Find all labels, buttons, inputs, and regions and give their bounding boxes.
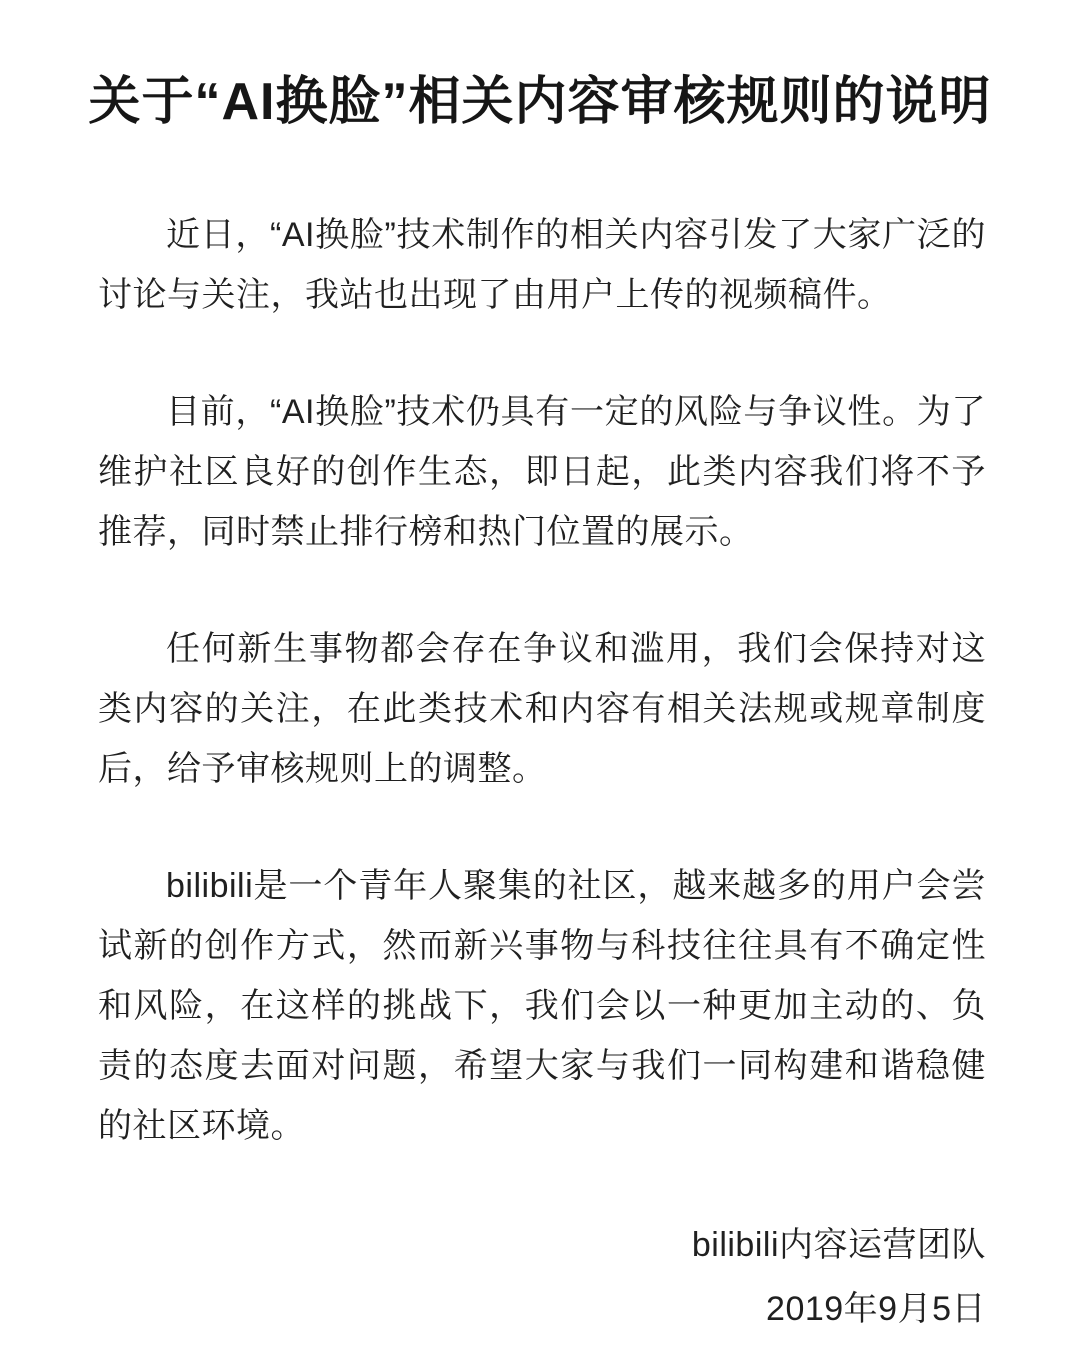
announcement-body [98, 205, 986, 1341]
paragraph-2: 目前，“AI换脸”技术仍具有一定的风险与争议性。为了维护社区良好的创作生态，即日起，此类内容我们将不予推荐，同时禁止排行榜和热门位置的展示。 [98, 393, 986, 551]
paragraph-3: 任何新生事物都会存在争议和滥用，我们会保持对这类内容的关注，在此类技术和内容有相关法规或规章制度后，给予审核规则上的调整。 [98, 630, 986, 788]
signature-team: bilibili内容运营团队 [691, 1226, 986, 1264]
paragraph-1: 近日，“AI换脸”技术制作的相关内容引发了大家广泛的讨论与关注，我站也出现了由用户上传的视频稿件。 [98, 216, 986, 314]
signature-date: 2019年9月5日 [766, 1290, 986, 1328]
signature-block [98, 1213, 986, 1341]
paragraph-4: bilibili是一个青年人聚集的社区，越来越多的用户会尝试新的创作方式，然而新兴事物与科技往往具有不确定性和风险，在这样的挑战下，我们会以一种更加主动的、负责的态度去面对问题，希望大家与我们一同构建和谐稳健的社区环境。 [98, 867, 986, 1145]
page-title: 关于“AI换脸”相关内容审核规则的说明 [88, 73, 992, 131]
